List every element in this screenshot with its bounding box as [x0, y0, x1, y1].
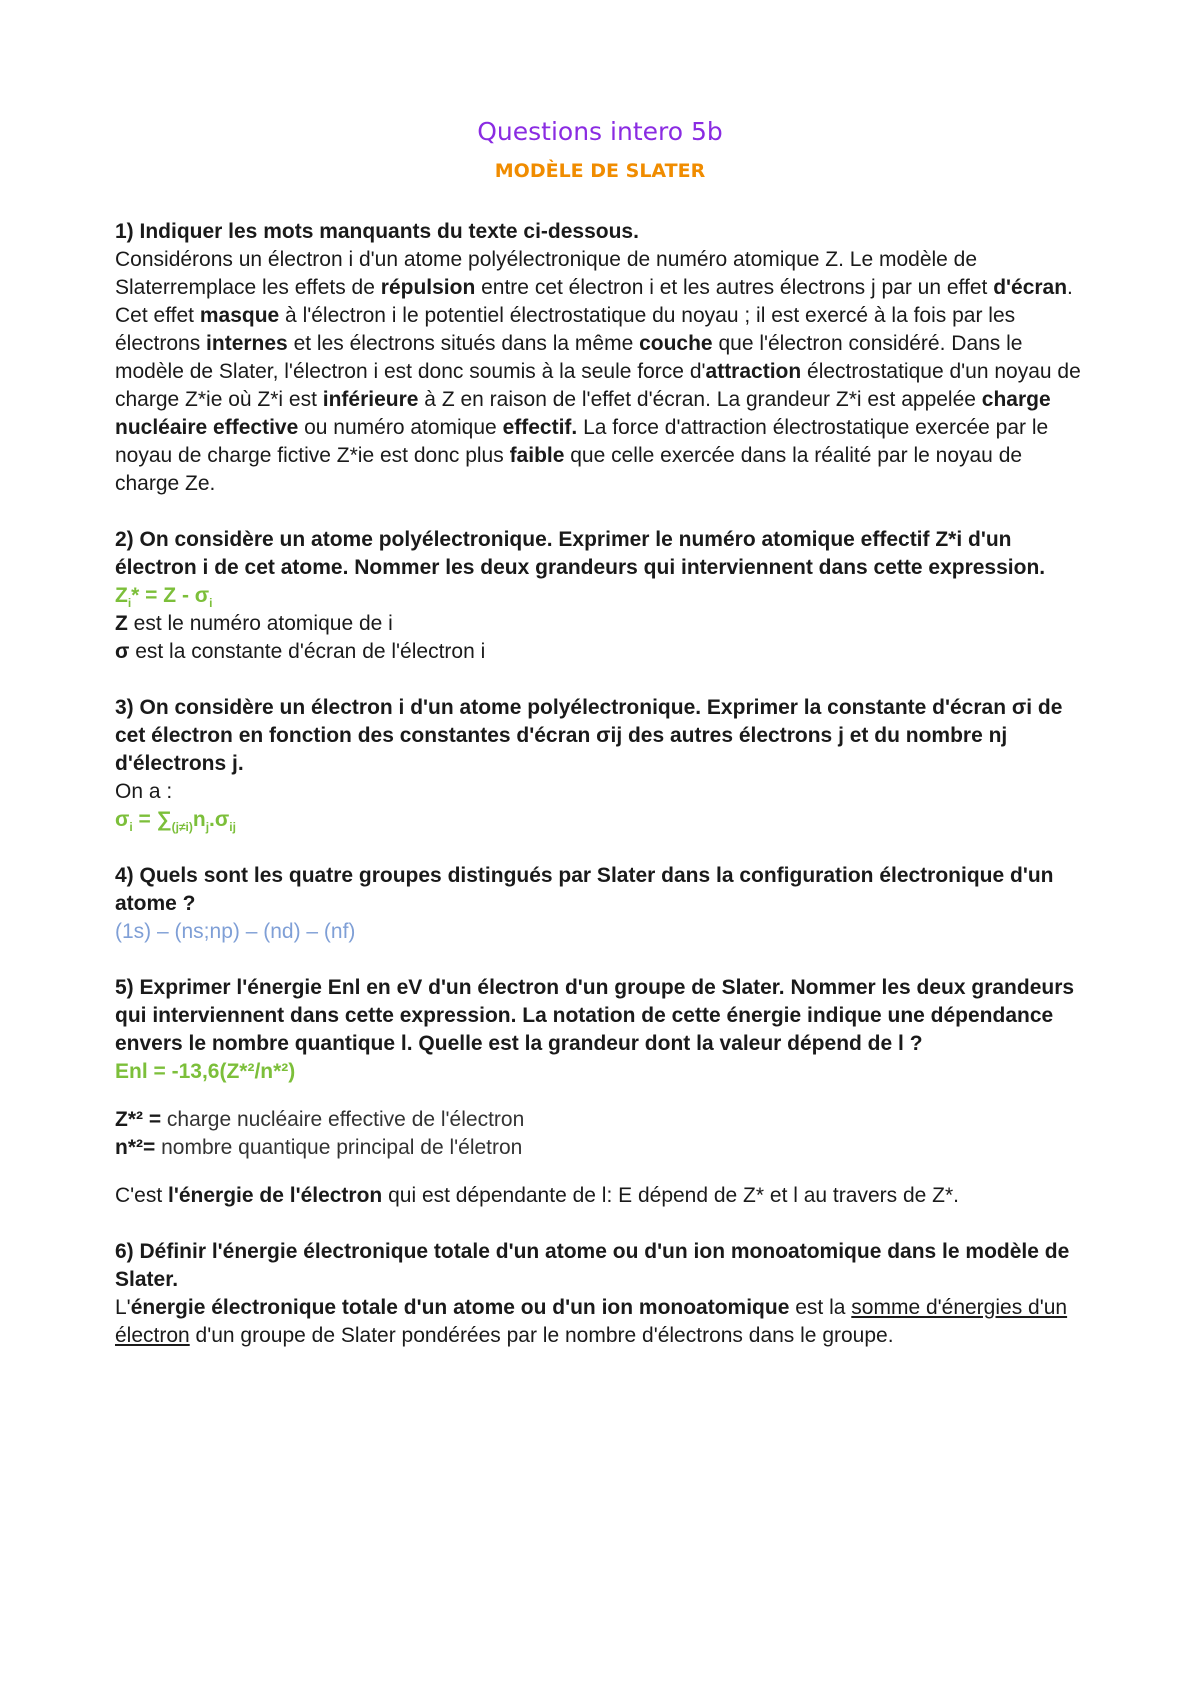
answer-6-underlined: somme d'énergies d'un électron [115, 1296, 1068, 1347]
answer-6-text: d'un groupe de Slater pondérées par le nombre d'électrons dans le groupe. [189, 1324, 894, 1347]
answer-1-keyword: d'écran [993, 276, 1068, 299]
answer-6-text: est la [789, 1296, 852, 1319]
page-title: Questions intero 5b [477, 117, 723, 146]
answer-6-keyword: énergie électronique totale d'un atome ou d'un ion monoatomique [130, 1296, 790, 1319]
answer-4: (1s) – (ns;np) – (nd) – (nf) [115, 920, 356, 943]
symbol: n*²= [115, 1136, 156, 1159]
definition-text: charge nucléaire effective de l'électron [161, 1108, 525, 1131]
answer-1-text: à Z en raison de l'effet d'écran. La grandeur Z*i est appelée [418, 388, 982, 411]
symbol: Z*² = [115, 1108, 162, 1131]
answer-1-text: . Cet effet [115, 276, 1073, 327]
answer-6 [115, 1294, 1090, 1350]
answer-1-keyword: attraction [705, 360, 802, 383]
answer-1-text: La force d'attraction électrostatique exercée par le noyau de charge fictive Z*ie est donc plus [115, 416, 1049, 467]
answer-1-keyword: internes [206, 332, 288, 355]
formula-screening-constant [115, 806, 1090, 834]
formula-part: .σ [209, 808, 230, 831]
answer-1-keyword: inférieure [322, 388, 419, 411]
answer-6-text: L' [115, 1296, 131, 1319]
document-body [115, 218, 1090, 1350]
answer-1-keyword: faible [509, 444, 565, 467]
question-2: 2) On considère un atome polyélectronique. Exprimer le numéro atomique effectif Z*i d'un électron i de cet atome. Nommer les deux grandeurs qui interviennent dans cette expression. [115, 528, 1046, 579]
question-4: 4) Quels sont les quatre groupes distingués par Slater dans la configuration électronique d'un atome ? [115, 864, 1054, 915]
answer-1-text: ou numéro atomique [298, 416, 503, 439]
question-5: 5) Exprimer l'énergie Enl en eV d'un électron d'un groupe de Slater. Nommer les deux grandeurs qui interviennent dans cette expression. La notation de cette énergie indique une dépendance envers le nombre quantique l. Quelle est la grandeur dont la valeur dépend de l ? [115, 976, 1075, 1055]
formula-subscript: i [129, 820, 133, 835]
formula-part: n [192, 808, 206, 831]
symbol: σ [115, 640, 130, 663]
definition-text: nombre quantique principal de l'életron [155, 1136, 523, 1159]
definition-sigma [115, 638, 1090, 666]
answer-1-text: que l'électron considéré. Dans le modèle de Slater, l'électron i est donc soumis à la seule force d' [115, 332, 1023, 383]
formula-subscript: i [209, 596, 213, 611]
question-3: 3) On considère un électron i d'un atome polyélectronique. Exprimer la constante d'écran σi de cet électron en fonction des constantes d'écran σij des autres électrons j et du nombre nj d'électrons j. [115, 696, 1063, 775]
question-6: 6) Définir l'énergie électronique totale d'un atome ou d'un ion monoatomique dans le modèle de Slater. [115, 1240, 1070, 1291]
formula-part: * = Z - σ [131, 584, 210, 607]
symbol: Z [115, 612, 128, 635]
answer-1-keyword: répulsion [380, 276, 476, 299]
answer-5-text: C'est [115, 1184, 169, 1207]
answer-1-keyword: couche [639, 332, 713, 355]
answer-1-text: que celle exercée dans la réalité par le noyau de charge Ze. [115, 444, 1023, 495]
answer-1-text: Considérons un électron i d'un atome polyélectronique de numéro atomique Z. Le modèle de Slaterremplace les effets de [115, 248, 978, 299]
definition-text: est la constante d'écran de l'électron i [129, 640, 486, 663]
on-a-label: On a : [115, 780, 173, 803]
formula-effective-z [115, 582, 1090, 610]
question-1: 1) Indiquer les mots manquants du texte ci-dessous. [115, 220, 639, 243]
answer-5-keyword: l'énergie de l'électron [168, 1184, 383, 1207]
formula-part: = ∑ [132, 808, 172, 831]
formula-subscript: ij [229, 820, 236, 835]
definition-n-star [115, 1134, 1090, 1162]
definition-text: est le numéro atomique de i [127, 612, 393, 635]
page-subtitle: MODÈLE DE SLATER [494, 160, 706, 182]
definition-z-star [115, 1106, 1090, 1134]
answer-1-keyword: masque [199, 304, 280, 327]
formula-subscript: j [205, 820, 210, 835]
formula-subscript: i [127, 596, 132, 611]
formula-energy: Enl = -13,6(Z*²/n*²) [115, 1060, 296, 1083]
formula-part: Z [115, 584, 128, 607]
answer-1-text: et les électrons situés dans la même [287, 332, 640, 355]
definition-z [115, 610, 1090, 638]
answer-1-keyword: charge nucléaire effective [115, 388, 1051, 439]
answer-1-keyword: effectif. [502, 416, 578, 439]
answer-1-text: électrostatique d'un noyau de charge Z*ie où Z*i est [115, 360, 1081, 411]
answer-1-text: entre cet électron i et les autres électrons j par un effet [475, 276, 994, 299]
formula-part: σ [115, 808, 130, 831]
answer-5-text: qui est dépendante de l: E dépend de Z* et l au travers de Z*. [382, 1184, 959, 1207]
answer-5-conclusion [115, 1182, 1090, 1210]
formula-subscript: (j≠i) [171, 820, 193, 835]
answer-1-text: à l'électron i le potentiel électrostatique du noyau ; il est exercé à la fois par les électrons [115, 304, 1016, 355]
answer-1 [115, 246, 1090, 498]
